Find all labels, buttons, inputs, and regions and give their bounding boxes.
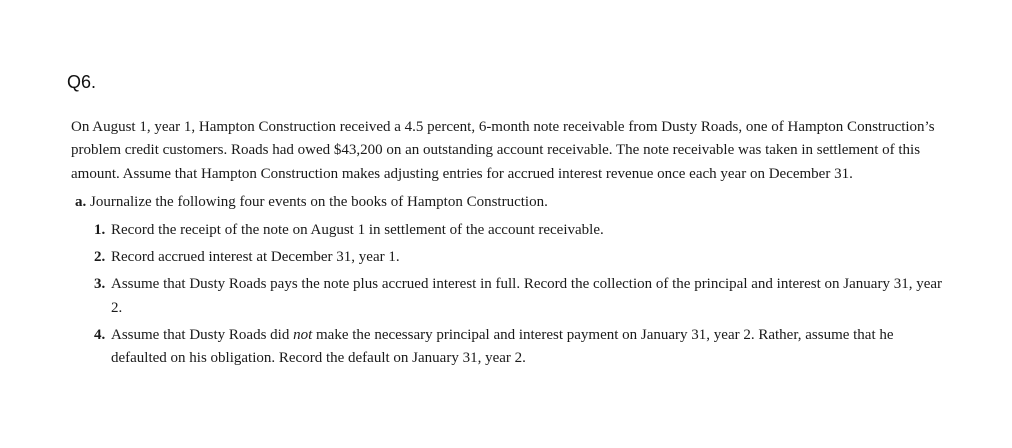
list-item <box>94 219 951 242</box>
event-list <box>71 219 951 371</box>
part-a-letter: a. <box>75 193 87 210</box>
item-text: Record accrued interest at December 31, year 1. <box>111 249 400 266</box>
item-number: 2. <box>94 249 106 266</box>
item-text: Record the receipt of the note on August 1 in settlement of the account receivable. <box>111 221 604 238</box>
part-a <box>71 191 951 214</box>
item-text-emphasis: not <box>293 327 313 344</box>
item-number: 1. <box>94 221 106 238</box>
list-item <box>94 273 951 320</box>
question-label: Q6. <box>67 72 97 92</box>
question-body <box>71 116 951 375</box>
list-item <box>94 246 951 269</box>
part-a-text: Journalize the following four events on the books of Hampton Construction. <box>90 193 548 210</box>
item-number: 4. <box>94 327 106 344</box>
item-text-after: make the necessary principal and interest payment on January 31, year 2. Rather, assume that he defaulted on his obligation. Record the default on January 31, year 2. <box>111 327 894 367</box>
question-paragraph: On August 1, year 1, Hampton Construction received a 4.5 percent, 6-month note receivable from Dusty Roads, one of Hampton Construction’s problem credit customers. Roads had owed $43,200 on an outstanding account receivable. The note receivable was taken in settlement of this amount. Assume that Hampton Construction makes adjusting entries for accrued interest revenue once each year on December 31. <box>71 119 935 182</box>
item-text: Assume that Dusty Roads pays the note plus accrued interest in full. Record the collection of the principal and interest on January 31, year 2. <box>111 276 943 316</box>
item-number: 3. <box>94 276 106 293</box>
item-text <box>111 324 951 371</box>
item-text-before: Assume that Dusty Roads did <box>111 327 294 344</box>
list-item <box>94 324 951 371</box>
